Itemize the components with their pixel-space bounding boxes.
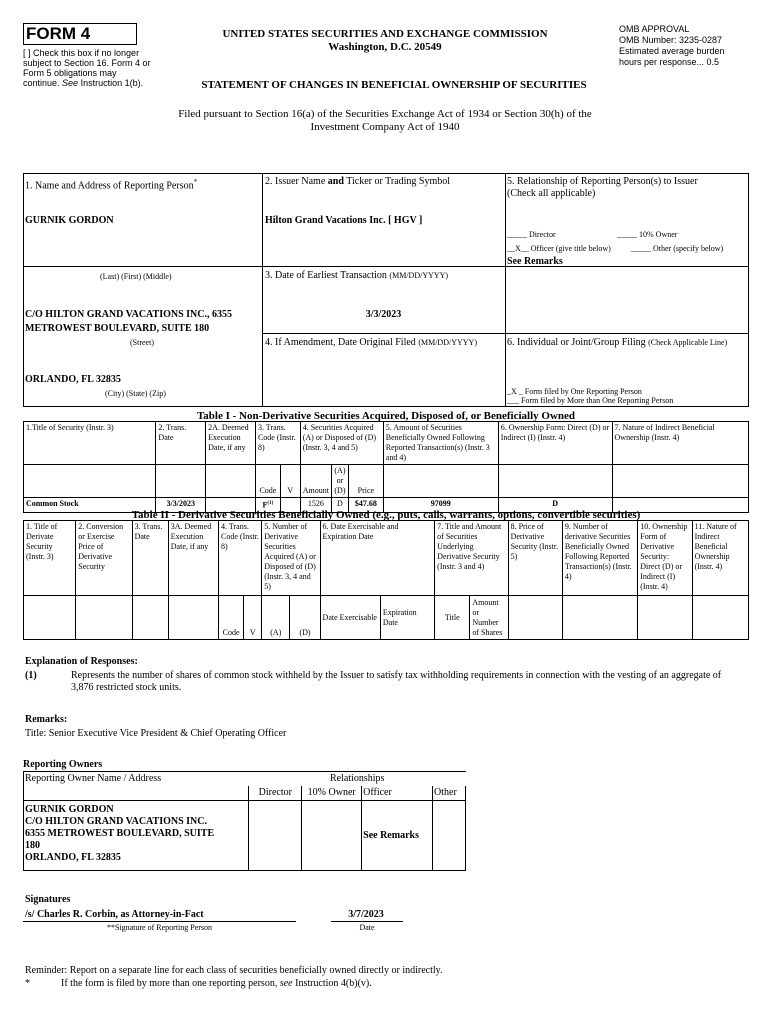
t1-security-title: Common Stock <box>24 498 156 513</box>
relationship-remarks: See Remarks <box>507 256 563 267</box>
header-grid <box>23 173 749 407</box>
multi-person-filing: ___ Form filed by More than One Reporting Person <box>507 396 674 405</box>
t1-sub-ad: (A) or (D) <box>331 465 348 498</box>
signature: /s/ Charles R. Corbin, as Attorney-in-Fact <box>25 909 204 920</box>
address-city: ORLANDO, FL 32835 <box>25 374 121 385</box>
t2-sub-title: Title <box>435 596 470 640</box>
t2-h2: 2. Conversion or Exercise Price of Derivative Security <box>76 521 132 596</box>
footnote-number: (1) <box>25 670 37 681</box>
t1-h7: 7. Nature of Indirect Beneficial Ownership (Instr. 4) <box>612 422 748 465</box>
t2-sub-date-exercisable: Date Exercisable <box>320 596 380 640</box>
t1-h3: 3. Trans. Code (Instr. 8) <box>255 422 300 465</box>
one-person-filing: _X _ Form filed by One Reporting Person <box>507 387 642 396</box>
t2-h3a: 3A. Deemed Execution Date, if any <box>168 521 218 596</box>
other-col: Other <box>433 786 466 801</box>
owner-name-col: Reporting Owner Name / Address <box>24 772 249 787</box>
footnote-star: * <box>25 978 30 989</box>
t2-h3: 3. Trans. Date <box>132 521 168 596</box>
t2-h9: 9. Number of derivative Securities Beneficially Owned Following Reported Transaction(s) (Instr. 4) <box>562 521 637 596</box>
footnote-text: Represents the number of shares of common stock withheld by the Issuer to satisfy tax withholding requirements in connection with the vesting of an aggregate of 3,876 restricted stock units. <box>71 670 722 693</box>
reporting-owners-table <box>23 771 466 871</box>
form-title-box <box>23 23 137 45</box>
t2-h1: 1. Title of Derivate Security (Instr. 3) <box>24 521 76 596</box>
t1-h6: 6. Ownership Form: Direct (D) or Indirect (I) (Instr. 4) <box>498 422 612 465</box>
checkbox-instr: Instruction 1(b). <box>80 78 144 88</box>
address-line-1: C/O HILTON GRAND VACATIONS INC., 6355 <box>25 309 232 320</box>
officer-col: Officer <box>362 786 433 801</box>
sec-title: UNITED STATES SECURITIES AND EXCHANGE COMMISSION <box>222 28 548 40</box>
t2-h4: 4. Trans. Code (Instr. 8) <box>219 521 262 596</box>
checkbox-see: See <box>62 78 79 88</box>
reporting-person-name: GURNIK GORDON <box>25 215 114 226</box>
filed-pursuant-2: Investment Company Act of 1940 <box>310 121 460 133</box>
owner-address: GURNIK GORDON C/O HILTON GRAND VACATIONS INC. 6355 METROWEST BOULEVARD, SUITE 180 ORLANDO, FL 32835 <box>24 801 249 871</box>
t1-h2: 2. Trans. Date <box>156 422 206 465</box>
city-state-zip-label: (City) (State) (Zip) <box>105 389 166 398</box>
box1-label: 1. Name and Address of Reporting Person* <box>25 178 198 192</box>
omb-line-2: OMB Number: 3235-0287 <box>619 35 723 45</box>
signature-date: 3/7/2023 <box>348 909 384 920</box>
t2-sub-a: (A) <box>262 596 290 640</box>
t2-sub-amount: Amount or Number of Shares <box>470 596 508 640</box>
t1-owned: 97099 <box>383 498 498 513</box>
t1-h5: 5. Amount of Securities Beneficially Owned Following Reported Transaction(s) (Instr. 3 and 4) <box>383 422 498 465</box>
t1-price: $47.68 <box>348 498 383 513</box>
signatures-heading: Signatures <box>25 894 71 905</box>
t2-h7: 7. Title and Amount of Securities Underlying Derivative Security (Instr. 3 and 4) <box>435 521 508 596</box>
director-checkbox: _____ Director <box>507 230 556 239</box>
t1-trans-date: 3/3/2023 <box>156 498 206 513</box>
remarks-heading: Remarks: <box>25 714 68 725</box>
ten-percent-checkbox: _____ 10% Owner <box>617 230 678 239</box>
officer-value: See Remarks <box>362 801 433 871</box>
checkbox-note <box>23 48 153 88</box>
t1-sub-v: V <box>280 465 300 498</box>
omb-approval <box>619 24 759 68</box>
t2-h8: 8. Price of Derivative Security (Instr. 5) <box>508 521 562 596</box>
t2-h6: 6. Date Exercisable and Expiration Date <box>320 521 435 596</box>
t1-sub-code: Code <box>255 465 280 498</box>
box5-label: 5. Relationship of Reporting Person(s) to Issuer (Check all applicable) <box>507 176 698 199</box>
omb-line-4: hours per response... 0.5 <box>619 57 720 67</box>
earliest-transaction-date: 3/3/2023 <box>365 309 402 320</box>
address-line-2: METROWEST BOULEVARD, SUITE 180 <box>25 323 210 334</box>
t1-amount: 1526 <box>300 498 331 513</box>
signature-label: **Signature of Reporting Person <box>106 923 213 932</box>
box6-label: 6. Individual or Joint/Group Filing (Check Applicable Line) <box>507 337 728 348</box>
issuer-name: Hilton Grand Vacations Inc. [ HGV ] <box>265 215 423 226</box>
officer-checkbox: __X__ Officer (give title below) <box>507 244 611 253</box>
t2-sub-d: (D) <box>290 596 320 640</box>
t1-ad: D <box>331 498 348 513</box>
table2-title: Table II - Derivative Securities Beneficially Owned (e.g., puts, calls, warrants, options, convertible securities) <box>131 509 641 521</box>
street-label: (Street) <box>130 338 154 347</box>
sec-city: Washington, D.C. 20549 <box>328 41 442 53</box>
statement-title: STATEMENT OF CHANGES IN BENEFICIAL OWNERSHIP OF SECURITIES <box>201 79 587 91</box>
t2-sub-expiration: Expiration Date <box>380 596 434 640</box>
box3-label: 3. Date of Earliest Transaction (MM/DD/YYYY) <box>265 270 449 281</box>
director-col: Director <box>249 786 302 801</box>
reporting-owners-heading: Reporting Owners <box>23 759 103 770</box>
remarks-text: Title: Senior Executive Vice President & Chief Operating Officer <box>25 728 287 739</box>
box4-label: 4. If Amendment, Date Original Filed (MM/DD/YYYY) <box>265 337 477 348</box>
explanation-heading: Explanation of Responses: <box>25 656 138 667</box>
table2 <box>23 520 749 640</box>
last-first-middle: (Last) (First) (Middle) <box>100 272 172 281</box>
filed-pursuant-1: Filed pursuant to Section 16(a) of the Securities Exchange Act of 1934 or Section 30(h) of the <box>178 108 592 120</box>
t1-h4: 4. Securities Acquired (A) or Disposed of (D) (Instr. 3, 4 and 5) <box>300 422 383 465</box>
t1-trans-code: $F^{(1)}$ <box>255 498 280 513</box>
t1-h1: 1.Title of Security (Instr. 3) <box>24 422 156 465</box>
table1 <box>23 421 749 513</box>
relationships-col: Relationships <box>249 772 466 787</box>
t1-sub-price: Price <box>348 465 383 498</box>
t2-h5: 5. Number of Derivative Securities Acquired (A) or Disposed of (D) (Instr. 3, 4 and 5) <box>262 521 320 596</box>
table1-title: Table I - Non-Derivative Securities Acquired, Disposed of, or Beneficially Owned <box>196 410 576 422</box>
multi-reporter-note: If the form is filed by more than one reporting person, see Instruction 4(b)(v). <box>61 978 372 989</box>
omb-line-3: Estimated average burden <box>619 46 725 56</box>
checkbox-text: [ ] Check this box if no longer subject to Section 16. Form 4 or Form 5 obligations may continue. <box>23 48 151 88</box>
t2-h11: 11. Nature of Indirect Beneficial Ownership (Instr. 4) <box>692 521 748 596</box>
t2-h10: 10. Ownership Form of Derivative Security: Direct (D) or Indirect (I) (Instr. 4) <box>638 521 692 596</box>
t1-h2a: 2A. Deemed Execution Date, if any <box>206 422 256 465</box>
omb-line-1: OMB APPROVAL <box>619 24 690 34</box>
t1-ownership-form: D <box>498 498 612 513</box>
form-title: FORM 4 <box>26 24 91 43</box>
ten-owner-col: 10% Owner <box>302 786 362 801</box>
reminder: Reminder: Report on a separate line for each class of securities beneficially owned directly or indirectly. <box>25 965 443 976</box>
t1-sub-amount: Amount <box>300 465 331 498</box>
date-label: Date <box>359 923 375 932</box>
t2-sub-code: Code <box>219 596 244 640</box>
t2-sub-v: V <box>244 596 262 640</box>
box2-label: 2. Issuer Name and Ticker or Trading Symbol <box>265 176 451 187</box>
other-checkbox: _____ Other (specify below) <box>631 244 724 253</box>
